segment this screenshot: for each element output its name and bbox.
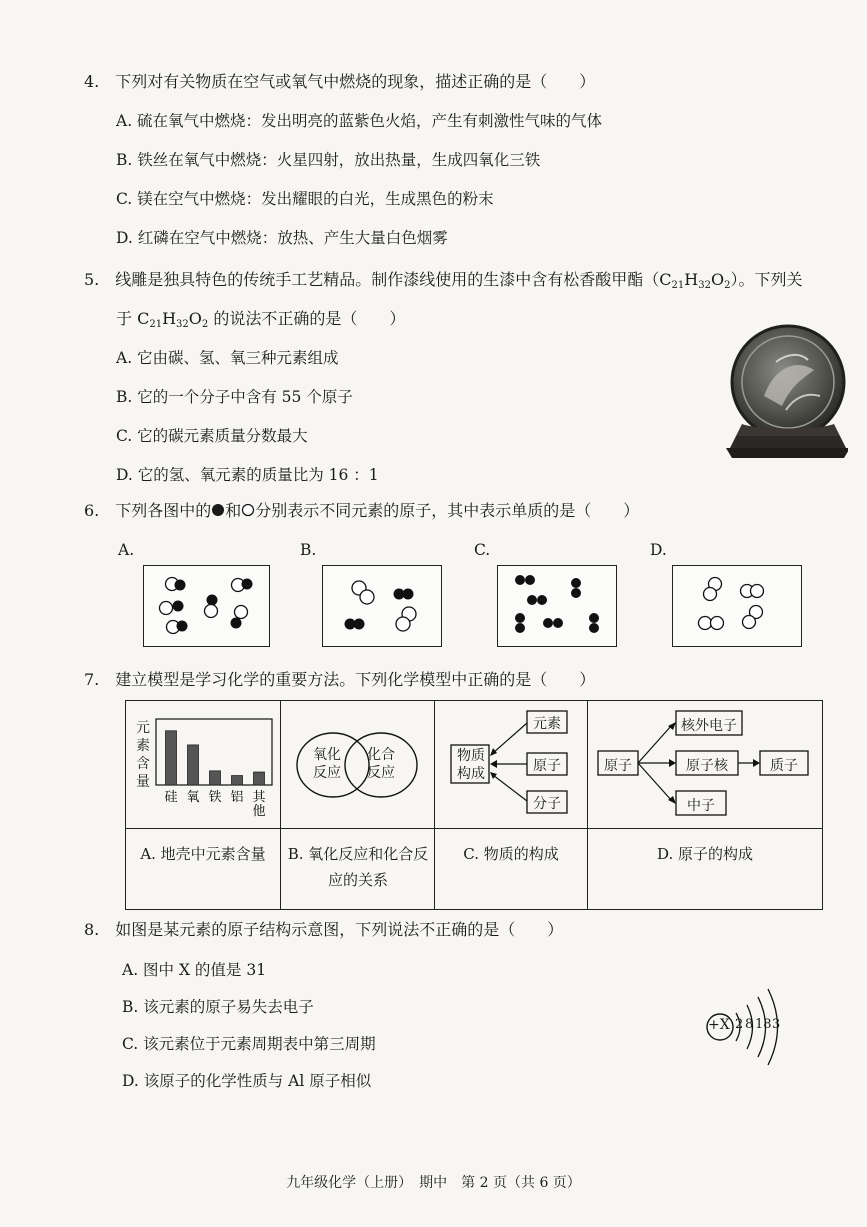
q5-option-b: B. 它的一个分子中含有 55 个原子 bbox=[116, 388, 353, 406]
q5-option-a: A. 它由碳、氢、氧三种元素组成 bbox=[116, 349, 339, 367]
el-h: H bbox=[162, 309, 177, 328]
q4-option-c: C. 镁在空气中燃烧：发出耀眼的白光，生成黑色的粉末 bbox=[116, 190, 494, 208]
bar-4 bbox=[254, 772, 265, 785]
q7-stem: 7. 建立模型是学习化学的重要方法。下列化学模型中正确的是（ ） bbox=[84, 670, 596, 689]
matter-item-atom: 原子 bbox=[533, 758, 561, 774]
q5-option-d: D. 它的氢、氧元素的质量比为 16 ：1 bbox=[116, 466, 379, 484]
el-o: O bbox=[710, 270, 725, 289]
sub-2: 2 bbox=[724, 280, 731, 291]
q8-option-c: C. 该元素位于元素周期表中第三周期 bbox=[122, 1035, 376, 1053]
bar-category-label: 其 bbox=[252, 790, 266, 805]
bar-chart-ylabel: 元素含量 bbox=[136, 720, 150, 790]
carved-plate-image bbox=[716, 318, 848, 462]
caption-a: A. 地壳中元素含量 bbox=[140, 845, 266, 863]
shell-4-electrons: 3 bbox=[772, 1017, 781, 1032]
q6-label-c: C. bbox=[474, 541, 491, 559]
atom-root-label: 原子 bbox=[604, 758, 632, 774]
shell-3-electrons: 18 bbox=[755, 1017, 772, 1032]
q4-option-a: A. 硫在氧气中燃烧：发出明亮的蓝紫色火焰，产生有刺激性气味的气体 bbox=[116, 112, 603, 130]
q5-text: 5. 线雕是独具特色的传统手工艺精品。制作漆线使用的生漆中含有松香酸甲酯（C bbox=[84, 270, 672, 289]
el-o: O bbox=[188, 309, 202, 328]
q8-option-b: B. 该元素的原子易失去电子 bbox=[122, 998, 314, 1016]
shell-1-electrons: 2 bbox=[735, 1017, 744, 1032]
bar-0 bbox=[166, 731, 177, 785]
venn-diagram bbox=[281, 701, 434, 828]
q8-option-a: A. 图中 X 的值是 31 bbox=[122, 961, 267, 979]
q8-stem: 8. 如图是某元素的原子结构示意图，下列说法不正确的是（ ） bbox=[84, 920, 564, 939]
q6-figure-a bbox=[143, 565, 270, 647]
q4-option-b: B. 铁丝在氧气中燃烧：火星四射，放出热量，生成四氧化三铁 bbox=[116, 151, 541, 169]
q5-text-b: ）。下列关 bbox=[730, 270, 803, 289]
matter-item-molecule: 分子 bbox=[533, 796, 561, 812]
caption-d: D. 原子的构成 bbox=[656, 845, 754, 863]
q5-option-c: C. 它的碳元素质量分数最大 bbox=[116, 427, 308, 445]
q6-label-d: D. bbox=[650, 541, 667, 559]
q6-figure-b bbox=[322, 565, 442, 647]
matter-item-element: 元素 bbox=[533, 716, 561, 732]
el-h: H bbox=[684, 270, 699, 289]
white-atom-icon bbox=[241, 503, 255, 517]
bar-category-label: 氧 bbox=[186, 790, 200, 805]
sub-21: 21 bbox=[671, 280, 685, 291]
q6-figure-d bbox=[672, 565, 802, 647]
q6-stem bbox=[84, 501, 639, 521]
q5-stem-line1 bbox=[84, 270, 802, 296]
caption-b: B. 氧化反应和化合反应的关系 bbox=[287, 845, 429, 889]
q8-option-d: D. 该原子的化学性质与 Al 原子相似 bbox=[122, 1072, 372, 1090]
bar-category-label: 他 bbox=[252, 804, 266, 819]
caption-c: C. 物质的构成 bbox=[463, 845, 559, 863]
q6-text-b: 和 bbox=[225, 501, 242, 520]
sub-32: 32 bbox=[176, 319, 189, 330]
nucleus-label: +X bbox=[708, 1017, 730, 1033]
q4-option-d: D. 红磷在空气中燃烧：放热、产生大量白色烟雾 bbox=[116, 229, 448, 247]
q4-stem: 4. 下列对有关物质在空气或氧气中燃烧的现象，描述正确的是（ ） bbox=[84, 72, 596, 91]
black-atom-icon bbox=[211, 503, 225, 517]
q6-text-a: 6. 下列各图中的 bbox=[84, 501, 212, 520]
shell-2-electrons: 8 bbox=[745, 1017, 754, 1032]
q5-text-c: 于 C bbox=[116, 309, 150, 328]
page-footer: 九年级化学（上册） 期中 第 2 页（共 6 页） bbox=[286, 1175, 581, 1191]
q7-model-table bbox=[125, 700, 823, 910]
venn-left-label: 氧化反应 bbox=[313, 747, 341, 781]
atom-item-electrons: 核外电子 bbox=[681, 718, 737, 734]
q5-stem-line2 bbox=[116, 309, 405, 335]
q6-figure-c bbox=[497, 565, 617, 647]
matter-center-label: 物质构成 bbox=[457, 748, 485, 782]
q6-text-c: 分别表示不同元素的原子，其中表示单质的是（ ） bbox=[255, 501, 640, 520]
atom-item-nucleus: 原子核 bbox=[686, 758, 728, 774]
q6-label-b: B. bbox=[300, 541, 317, 559]
sub-21: 21 bbox=[149, 319, 163, 330]
q5-text-d: 的说法不正确的是（ ） bbox=[208, 309, 406, 328]
row-divider bbox=[126, 828, 822, 829]
bar-1 bbox=[188, 745, 199, 785]
atom-item-proton: 质子 bbox=[770, 758, 798, 774]
bar-category-label: 铁 bbox=[208, 790, 222, 805]
bar-2 bbox=[210, 771, 221, 785]
sub-32: 32 bbox=[698, 280, 711, 291]
bar-category-label: 铝 bbox=[230, 790, 244, 805]
q6-label-a: A. bbox=[118, 541, 135, 559]
bar-3 bbox=[232, 776, 243, 785]
atom-item-neutron: 中子 bbox=[687, 798, 715, 814]
bar-category-label: 硅 bbox=[164, 790, 178, 805]
venn-right-label: 化合反应 bbox=[367, 747, 395, 781]
sub-2: 2 bbox=[201, 319, 209, 330]
